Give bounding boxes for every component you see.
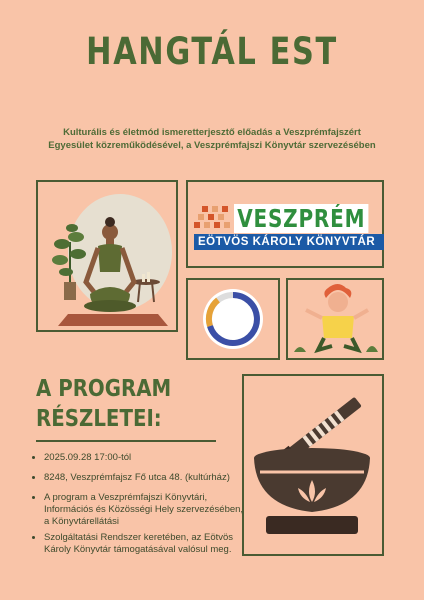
program-date: • 2025.09.28 17:00-tól: [44, 452, 244, 464]
logo-library-name: EÖTVÖS KÁROLY KÖNYVTÁR: [194, 234, 384, 250]
meditation-illustration: [38, 182, 176, 330]
meditation-frame: [36, 180, 178, 332]
program-location: • 8248, Veszprémfajsz Fő utca 48. (kultúrház): [44, 472, 244, 484]
girl-frame: [286, 278, 384, 360]
singing-bowl-frame: [242, 374, 384, 556]
event-subtitle: Kulturális és életmód ismeretterjesztő előadás a Veszprémfajszért Egyesület közreműködésével, a Veszprémfajszi Könyvtár szervezésében: [48, 127, 376, 151]
program-heading-line2: RÉSZLETEI:: [36, 406, 162, 432]
program-heading-line1: A PROGRAM: [36, 376, 172, 402]
heading-divider: [36, 440, 216, 442]
program-support: • Szolgáltatási Rendszer keretében, az Eötvös Károly Könyvtár támogatásával valósul meg.: [44, 532, 244, 556]
girl-illustration: [288, 280, 382, 358]
circular-emblem-icon: [188, 280, 278, 358]
singing-bowl-icon: [244, 376, 382, 554]
emblem-frame: [186, 278, 280, 360]
program-organizer: • A program a Veszprémfajszi Könyvtári, Információs és Közösségi Hely szervezésében, a Könyvtárellátási: [44, 492, 244, 528]
program-heading: [36, 374, 199, 434]
program-details-list: [30, 452, 244, 564]
logo-name: VESZPRÉM: [234, 204, 368, 233]
library-logo-frame: [186, 180, 384, 268]
event-title: HANGTÁL EST: [86, 30, 338, 73]
